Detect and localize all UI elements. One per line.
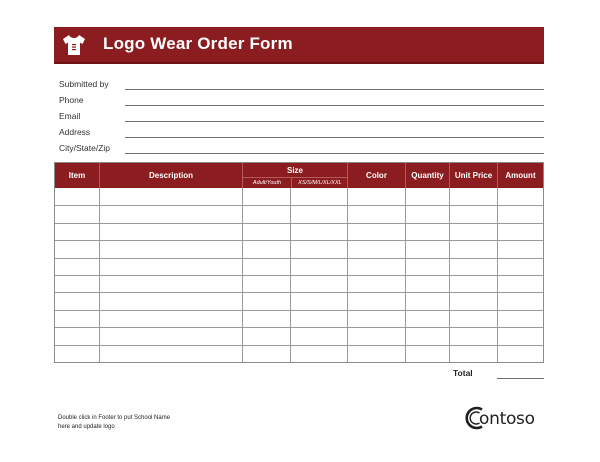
- description-cell[interactable]: [99, 328, 242, 344]
- size-adult-youth-cell[interactable]: [242, 259, 290, 275]
- phone-label: Phone: [59, 95, 84, 105]
- description-cell[interactable]: [99, 188, 242, 205]
- description-cell[interactable]: [99, 206, 242, 222]
- amount-cell[interactable]: [497, 293, 543, 309]
- size-adult-youth-cell[interactable]: [242, 241, 290, 257]
- table-row: [55, 205, 543, 222]
- amount-cell[interactable]: [497, 259, 543, 275]
- table-row: [55, 275, 543, 292]
- size-cell[interactable]: [290, 311, 347, 327]
- description-cell[interactable]: [99, 293, 242, 309]
- table-body: [55, 188, 543, 362]
- phone-field[interactable]: [125, 105, 544, 106]
- description-cell[interactable]: [99, 224, 242, 240]
- size-adult-youth-cell[interactable]: [242, 188, 290, 205]
- table-row: [55, 292, 543, 309]
- color-cell[interactable]: [347, 276, 405, 292]
- header-banner: [54, 27, 544, 64]
- quantity-cell[interactable]: [405, 188, 449, 205]
- size-adult-youth-cell[interactable]: [242, 224, 290, 240]
- size-adult-youth-cell[interactable]: [242, 346, 290, 362]
- amount-cell[interactable]: [497, 241, 543, 257]
- size-cell[interactable]: [290, 293, 347, 309]
- amount-cell[interactable]: [497, 224, 543, 240]
- size-cell[interactable]: [290, 206, 347, 222]
- color-cell[interactable]: [347, 241, 405, 257]
- city-state-zip-field[interactable]: [125, 153, 544, 154]
- address-label: Address: [59, 127, 91, 137]
- color-cell[interactable]: [347, 224, 405, 240]
- description-cell[interactable]: [99, 311, 242, 327]
- unit-price-cell[interactable]: [449, 346, 497, 362]
- column-header-quantity: Quantity: [405, 163, 449, 188]
- quantity-cell[interactable]: [405, 241, 449, 257]
- unit-price-cell[interactable]: [449, 259, 497, 275]
- unit-price-cell[interactable]: [449, 241, 497, 257]
- size-adult-youth-cell[interactable]: [242, 206, 290, 222]
- item-cell[interactable]: [55, 311, 99, 327]
- item-cell[interactable]: [55, 188, 99, 205]
- quantity-cell[interactable]: [405, 328, 449, 344]
- contact-info-section: [59, 76, 544, 156]
- size-sub-sizes: XS/S/M/L/XL/XXL: [291, 178, 348, 188]
- phone-row: [59, 92, 544, 108]
- email-row: [59, 108, 544, 124]
- footer-note-line-2: here and update logo: [58, 423, 115, 430]
- table-row: [55, 223, 543, 240]
- size-cell[interactable]: [290, 328, 347, 344]
- color-cell[interactable]: [347, 259, 405, 275]
- footer-note: [58, 414, 170, 431]
- item-cell[interactable]: [55, 276, 99, 292]
- description-cell[interactable]: [99, 276, 242, 292]
- size-cell[interactable]: [290, 259, 347, 275]
- table-row: [55, 188, 543, 205]
- unit-price-cell[interactable]: [449, 224, 497, 240]
- column-header-description: Description: [99, 163, 242, 188]
- color-cell[interactable]: [347, 188, 405, 205]
- quantity-cell[interactable]: [405, 276, 449, 292]
- quantity-cell[interactable]: [405, 224, 449, 240]
- total-label: Total: [453, 368, 473, 378]
- unit-price-cell[interactable]: [449, 311, 497, 327]
- item-cell[interactable]: [55, 206, 99, 222]
- column-header-size: [242, 163, 347, 188]
- size-cell[interactable]: [290, 276, 347, 292]
- column-header-unit-price: Unit Price: [449, 163, 497, 188]
- column-header-item: Item: [68, 171, 86, 180]
- color-cell[interactable]: [347, 293, 405, 309]
- total-field[interactable]: [497, 378, 544, 379]
- amount-cell[interactable]: [497, 206, 543, 222]
- quantity-cell[interactable]: [405, 206, 449, 222]
- size-cell[interactable]: [290, 346, 347, 362]
- amount-cell[interactable]: [497, 346, 543, 362]
- submitted-by-label: Submitted by: [59, 79, 109, 89]
- size-sub-adult-youth: Adult/Youth: [252, 180, 282, 186]
- table-row: [55, 240, 543, 257]
- color-cell[interactable]: [347, 328, 405, 344]
- amount-cell[interactable]: [497, 311, 543, 327]
- item-cell[interactable]: [55, 346, 99, 362]
- size-label: Size: [286, 166, 303, 175]
- table-row: [55, 345, 543, 362]
- quantity-cell[interactable]: [405, 259, 449, 275]
- description-cell[interactable]: [99, 241, 242, 257]
- contoso-logo-text: ontoso: [479, 409, 535, 429]
- size-adult-youth-cell[interactable]: [242, 311, 290, 327]
- color-cell[interactable]: [347, 311, 405, 327]
- color-cell[interactable]: [347, 206, 405, 222]
- description-cell[interactable]: [99, 346, 242, 362]
- email-label: Email: [59, 111, 81, 121]
- order-table: [54, 162, 544, 363]
- size-adult-youth-cell[interactable]: [242, 328, 290, 344]
- table-header: [55, 163, 543, 188]
- size-cell[interactable]: [290, 224, 347, 240]
- table-row: [55, 258, 543, 275]
- column-header-color: Color: [347, 163, 405, 188]
- submitted-by-row: [59, 76, 544, 92]
- unit-price-cell[interactable]: [449, 206, 497, 222]
- amount-cell[interactable]: [497, 188, 543, 205]
- size-cell[interactable]: [290, 188, 347, 205]
- description-cell[interactable]: [99, 259, 242, 275]
- column-header-amount: Amount: [497, 163, 543, 188]
- amount-cell[interactable]: [497, 328, 543, 344]
- quantity-cell[interactable]: [405, 293, 449, 309]
- item-cell[interactable]: [55, 241, 99, 257]
- city-state-zip-row: [59, 140, 544, 156]
- item-cell[interactable]: [55, 259, 99, 275]
- table-row: [55, 310, 543, 327]
- quantity-cell[interactable]: [405, 346, 449, 362]
- quantity-cell[interactable]: [405, 311, 449, 327]
- amount-cell[interactable]: [497, 276, 543, 292]
- unit-price-cell[interactable]: [449, 328, 497, 344]
- unit-price-cell[interactable]: [449, 276, 497, 292]
- item-cell[interactable]: [55, 328, 99, 344]
- table-row: [55, 327, 543, 344]
- unit-price-cell[interactable]: [449, 293, 497, 309]
- item-cell[interactable]: [55, 224, 99, 240]
- item-cell[interactable]: [55, 293, 99, 309]
- contoso-logo: [465, 405, 545, 435]
- size-adult-youth-cell[interactable]: [242, 276, 290, 292]
- unit-price-cell[interactable]: [449, 188, 497, 205]
- color-cell[interactable]: [347, 346, 405, 362]
- address-row: [59, 124, 544, 140]
- address-field[interactable]: [125, 137, 544, 138]
- size-adult-youth-cell[interactable]: [242, 293, 290, 309]
- footer-note-line-1: Double click in Footer to put School Name: [58, 415, 171, 421]
- tshirt-icon: [61, 33, 87, 57]
- size-cell[interactable]: [290, 241, 347, 257]
- email-field[interactable]: [125, 121, 544, 122]
- submitted-by-field[interactable]: [125, 89, 544, 90]
- page-title: Logo Wear Order Form: [103, 34, 293, 53]
- city-state-zip-label: City/State/Zip: [59, 143, 111, 153]
